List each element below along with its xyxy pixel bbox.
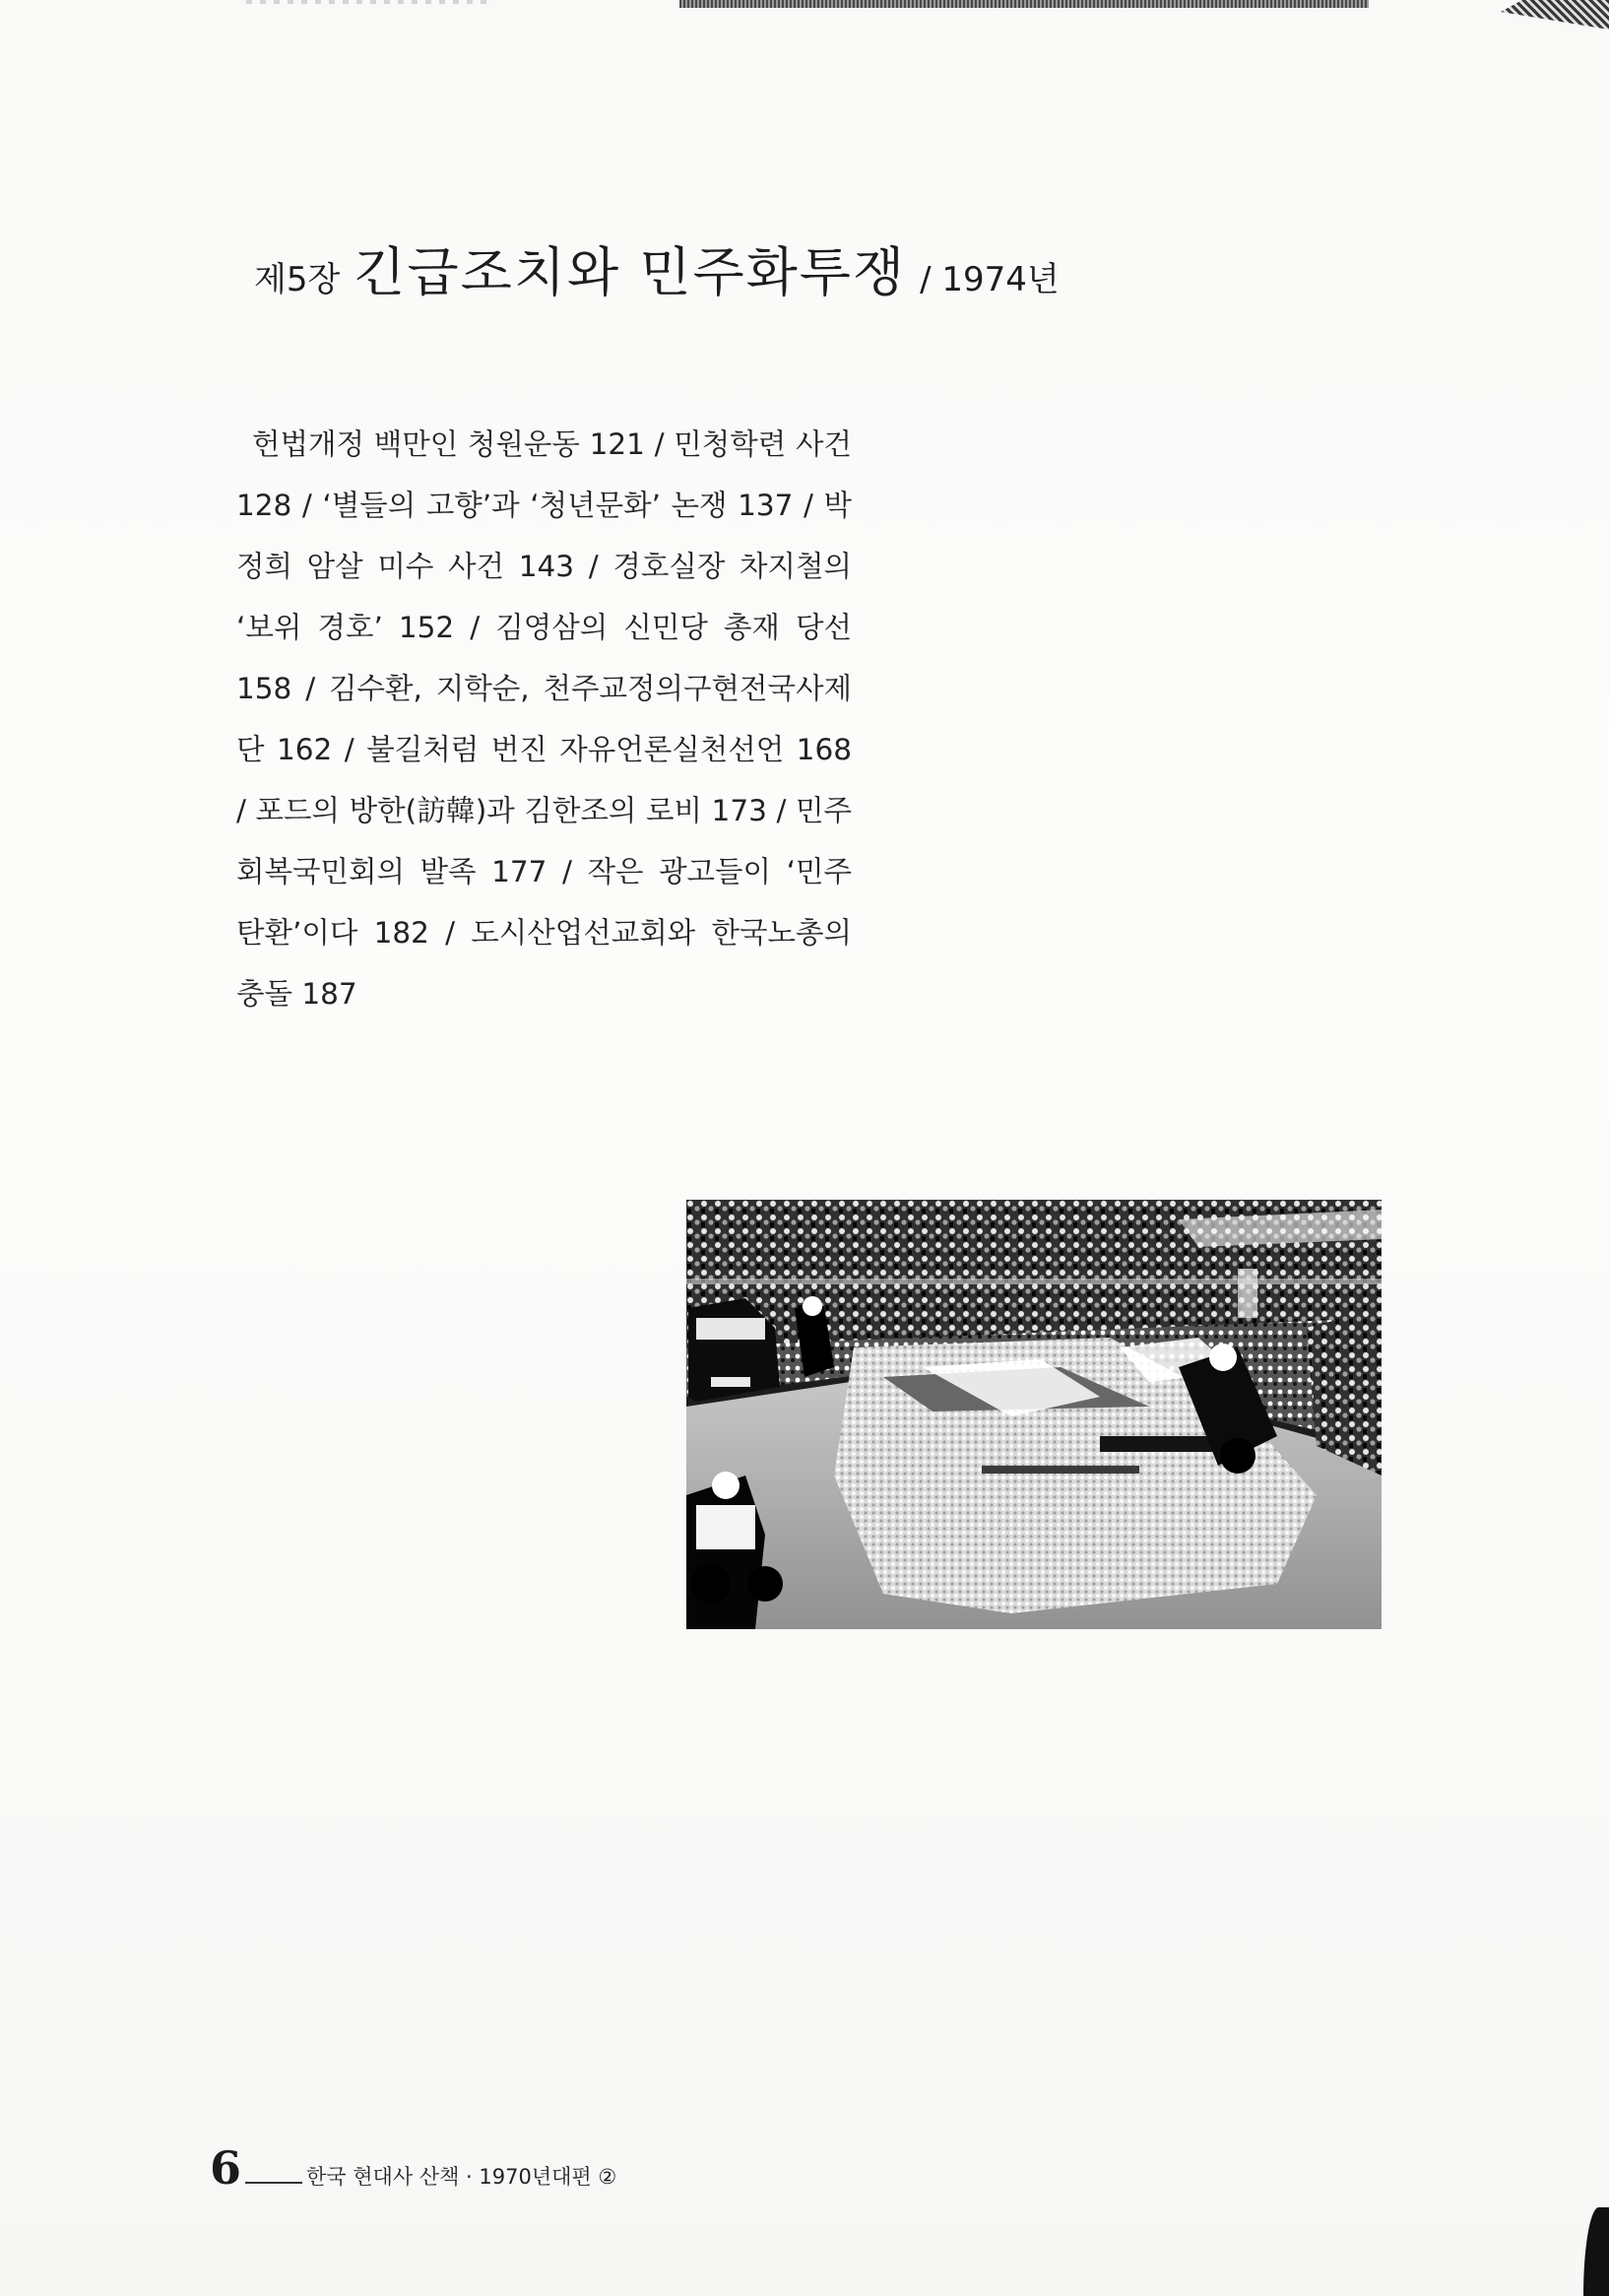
scan-artifact-top-left bbox=[246, 0, 492, 4]
chapter-heading bbox=[254, 241, 1140, 303]
chapter-title: 긴급조치와 민주화투쟁 bbox=[354, 241, 907, 303]
parade-photo-drawing bbox=[686, 1200, 1382, 1629]
chapter-year: / 1974년 bbox=[920, 260, 1060, 299]
scan-artifact-top-edge bbox=[679, 0, 1369, 8]
page-number: 6 bbox=[210, 2141, 242, 2195]
chapter-label: 제5장 bbox=[254, 260, 341, 299]
scan-artifact-bottom-right bbox=[1583, 2207, 1609, 2296]
scan-artifact-corner bbox=[1501, 0, 1609, 30]
footer-rule bbox=[245, 2182, 302, 2184]
page-footer bbox=[210, 2141, 617, 2195]
running-book-title: 한국 현대사 산책 · 1970년대편 ② bbox=[306, 2165, 617, 2189]
chapter-contents-list: 헌법개정 백만인 청원운동 121 / 민청학련 사건 128 / ‘별들의 고향’과 ‘청년문화’ 논쟁 137 / 박정희 암살 미수 사건 143 / 경호실장 차지철의 ‘보위 경호’ 152 / 김영삼의 신민당 총재 당선 158 / 김수환, 지학순, 천주교정의구현전국사제단 162 / 불길처럼 번진 자유언론실천선언 168 / 포드의 방한(訪韓)과 김한조의 로비 173 / 민주회복국민회의 발족 177 / 작은 광고들이 ‘민주 탄환’이다 182 / 도시산업선교회와 한국노총의 충돌 187 bbox=[236, 427, 852, 1011]
parade-photo bbox=[686, 1200, 1382, 1629]
